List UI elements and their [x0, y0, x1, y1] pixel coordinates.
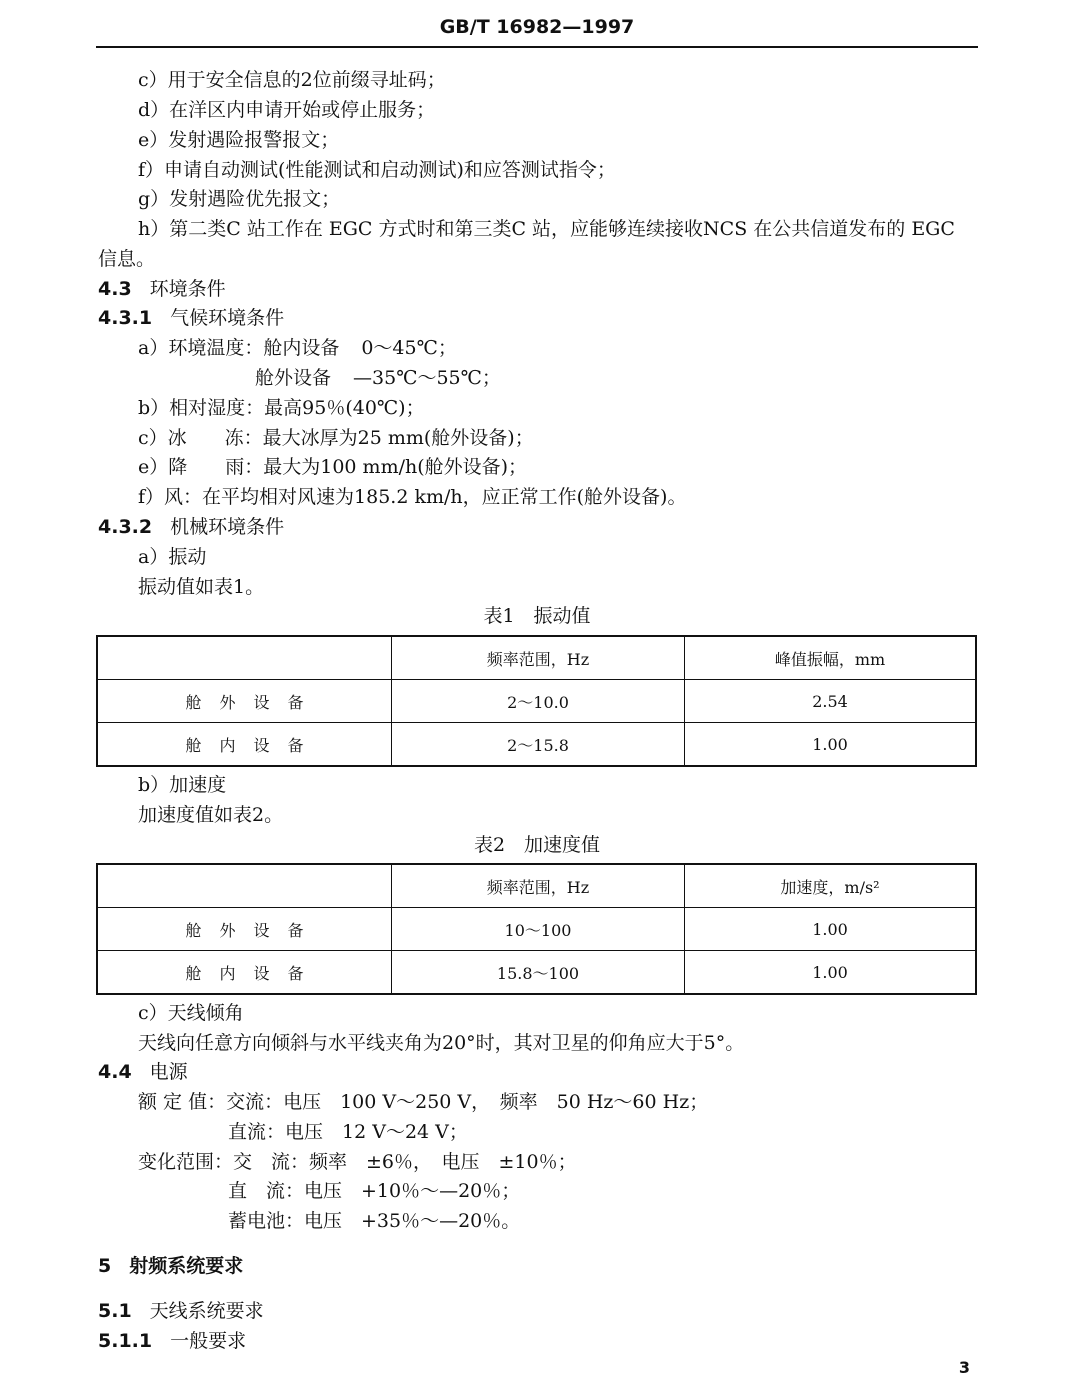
- section-number: 5.1: [98, 1300, 132, 1322]
- table-header-cell: 峰值振幅，mm: [685, 636, 977, 680]
- temperature-value: 0～45℃；: [361, 337, 457, 359]
- temperature-outdoor-value: —35℃～55℃；: [353, 367, 501, 389]
- table-header-cell: 频率范围，Hz: [392, 864, 685, 908]
- table-cell: 舱外设备: [97, 908, 392, 951]
- standard-header: GB/T 16982—1997: [439, 16, 635, 38]
- table-header-cell: 频率范围，Hz: [392, 636, 685, 680]
- acceleration-text: 加速度值如表2。: [138, 804, 284, 826]
- table2-caption: 表2 加速度值: [473, 834, 601, 856]
- section-4-3-2-heading: [98, 512, 284, 542]
- table-header-cell: 加速度，m/s²: [685, 864, 977, 908]
- table-cell: 2～10.0: [392, 680, 685, 723]
- table-cell: 舱内设备: [97, 951, 392, 995]
- table-row: [97, 908, 976, 951]
- section-title: 天线系统要求: [149, 1300, 264, 1322]
- section-title: 电源: [149, 1061, 188, 1083]
- table-cell: 1.00: [685, 908, 977, 951]
- list-item-continuation: 信息。: [98, 248, 156, 270]
- wind-line: f）风：在平均相对风速为185.2 km/h，应正常工作(舱外设备)。: [138, 486, 687, 508]
- table-header-row: [97, 636, 976, 680]
- section-5-1-1-heading: [98, 1326, 246, 1356]
- table-cell: 1.00: [685, 723, 977, 767]
- header-rule: [96, 46, 978, 48]
- table-cell: 2.54: [685, 680, 977, 723]
- section-5-1-heading: [98, 1296, 264, 1326]
- list-item: f）申请自动测试(性能测试和启动测试)和应答测试指令；: [138, 159, 616, 181]
- vibration-item: a）振动: [138, 546, 207, 568]
- section-title: 环境条件: [149, 278, 226, 300]
- list-item: g）发射遇险优先报文；: [138, 188, 341, 210]
- table2: [96, 863, 977, 995]
- table-cell: 舱外设备: [97, 680, 392, 723]
- section-title: 一般要求: [170, 1330, 247, 1352]
- section-4-3-1-heading: [98, 303, 284, 333]
- table1-caption: 表1 振动值: [483, 605, 591, 627]
- table-row: [97, 680, 976, 723]
- antenna-tilt-item: c）天线倾角: [138, 1002, 244, 1024]
- temperature-label: a）环境温度：舱内设备: [138, 337, 340, 359]
- temperature-outdoor-label: 舱外设备: [255, 367, 332, 389]
- section-title: 机械环境条件: [170, 516, 285, 538]
- acceleration-item: b）加速度: [138, 774, 227, 796]
- table-header-row: [97, 864, 976, 908]
- section-number: 4.3.2: [98, 516, 153, 538]
- ice-line: c）冰 冻：最大冰厚为25 mm(舱外设备)；: [138, 427, 534, 449]
- section-number: 5.1.1: [98, 1330, 153, 1352]
- section-number: 4.4: [98, 1061, 132, 1083]
- section-number: 4.3: [98, 278, 132, 300]
- section-5-heading: [98, 1251, 243, 1281]
- section-title: 气候环境条件: [170, 307, 285, 329]
- table-cell: 1.00: [685, 951, 977, 995]
- list-item: c）用于安全信息的2位前缀寻址码；: [138, 69, 446, 91]
- list-item: e）发射遇险报警报文；: [138, 129, 340, 151]
- antenna-tilt-text: 天线向任意方向倾斜与水平线夹角为20°时，其对卫星的仰角应大于5°。: [138, 1032, 745, 1054]
- temperature-outdoor-line: [255, 363, 501, 393]
- table-row: [97, 723, 976, 767]
- section-number: 4.3.1: [98, 307, 153, 329]
- power-variation-battery: 蓄电池：电压 +35％～—20％。: [228, 1210, 521, 1232]
- vibration-text: 振动值如表1。: [138, 576, 265, 598]
- table-cell: 2～15.8: [392, 723, 685, 767]
- temperature-line: [138, 333, 457, 363]
- power-variation-ac: 变化范围：交 流：频率 ±6％， 电压 ±10％；: [138, 1151, 577, 1173]
- table-row: [97, 951, 976, 995]
- table-cell: 10～100: [392, 908, 685, 951]
- rain-line: e）降 雨：最大为100 mm/h(舱外设备)；: [138, 456, 528, 478]
- section-4-4-heading: [98, 1057, 188, 1087]
- power-rated-dc: 直流：电压 12 V～24 V；: [228, 1121, 468, 1143]
- table-cell: 舱内设备: [97, 723, 392, 767]
- section-number: 5: [98, 1255, 112, 1277]
- table-cell: 15.8～100: [392, 951, 685, 995]
- section-4-3-heading: [98, 274, 226, 304]
- table-header-cell: [97, 864, 392, 908]
- power-variation-dc: 直 流：电压 +10％～—20％；: [228, 1180, 521, 1202]
- humidity-line: b）相对湿度：最高95％(40℃)；: [138, 397, 425, 419]
- table1: [96, 635, 977, 767]
- list-item: h）第二类C 站工作在 EGC 方式时和第三类C 站，应能够连续接收NCS 在公共信道发布的 EGC: [138, 218, 955, 240]
- page-number: 3: [958, 1358, 970, 1377]
- table-header-cell: [97, 636, 392, 680]
- power-rated-ac: 额 定 值：交流：电压 100 V～250 V， 频率 50 Hz～60 Hz；: [138, 1091, 709, 1113]
- list-item: d）在洋区内申请开始或停止服务；: [138, 99, 436, 121]
- section-title: 射频系统要求: [129, 1255, 244, 1277]
